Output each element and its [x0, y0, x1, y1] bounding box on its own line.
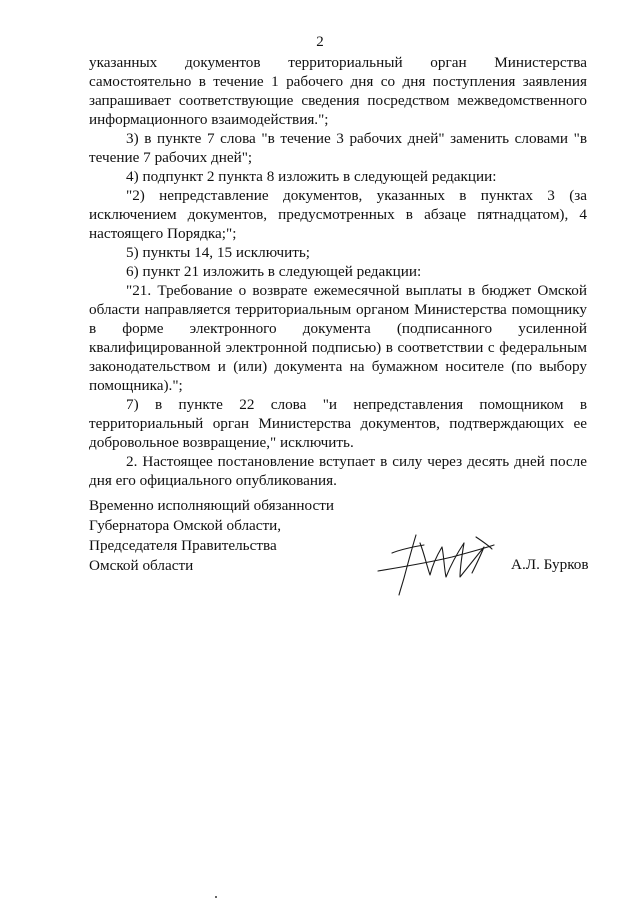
handwritten-signature [372, 523, 502, 598]
paragraph-item-4-text: "2) непредставление документов, указанных в пунктах 3 (за исключением документов, предусмотренных в абзаце пятнадцатом), 4 настоящего Порядка;"; [89, 187, 587, 242]
scan-speck [215, 896, 217, 898]
paragraph-item-3: 3) в пункте 7 слова "в течение 3 рабочих дней" заменить словами "в течение 7 рабочих дней"; [89, 130, 587, 166]
signatory-position-line: Временно исполняющий обязанности [89, 497, 335, 514]
paragraph-item-4: 4) подпункт 2 пункта 8 изложить в следующей редакции: [126, 168, 497, 185]
paragraph-item-6: 6) пункт 21 изложить в следующей редакции: [126, 263, 422, 280]
page-number: 2 [316, 34, 324, 50]
paragraph-effective-date: 2. Настоящее постановление вступает в силу через десять дней после дня его официального опубликования. [89, 453, 587, 489]
signatory-position-line: Председателя Правительства [89, 537, 277, 554]
signatory-position-line: Омской области [89, 557, 194, 574]
signatory-position-line: Губернатора Омской области, [89, 517, 282, 534]
document-body [89, 53, 587, 490]
paragraph-item-7: 7) в пункте 22 слова "и непредставления помощником в территориальный орган Министерства документов, подтверждающих ее добровольное возвращение," исключить. [89, 396, 587, 451]
signatory-name: А.Л. Бурков [511, 556, 589, 573]
paragraph-item-5: 5) пункты 14, 15 исключить; [126, 244, 311, 261]
paragraph-continuation: указанных документов территориальный орган Министерства самостоятельно в течение 1 рабочего дня со дня поступления заявления запрашивает соответствующие сведения посредством межведомственного информационного взаимодействия."; [89, 54, 587, 128]
paragraph-item-6-text: "21. Требование о возврате ежемесячной выплаты в бюджет Омской области направляется территориальным органом Министерства помощнику в форме электронного документа (подписанного усиленной квалифицированной электронной подписью) в соответствии с федеральным законодательством и (или) документа на бумажном носителе (по выбору помощника)."; [89, 282, 587, 394]
